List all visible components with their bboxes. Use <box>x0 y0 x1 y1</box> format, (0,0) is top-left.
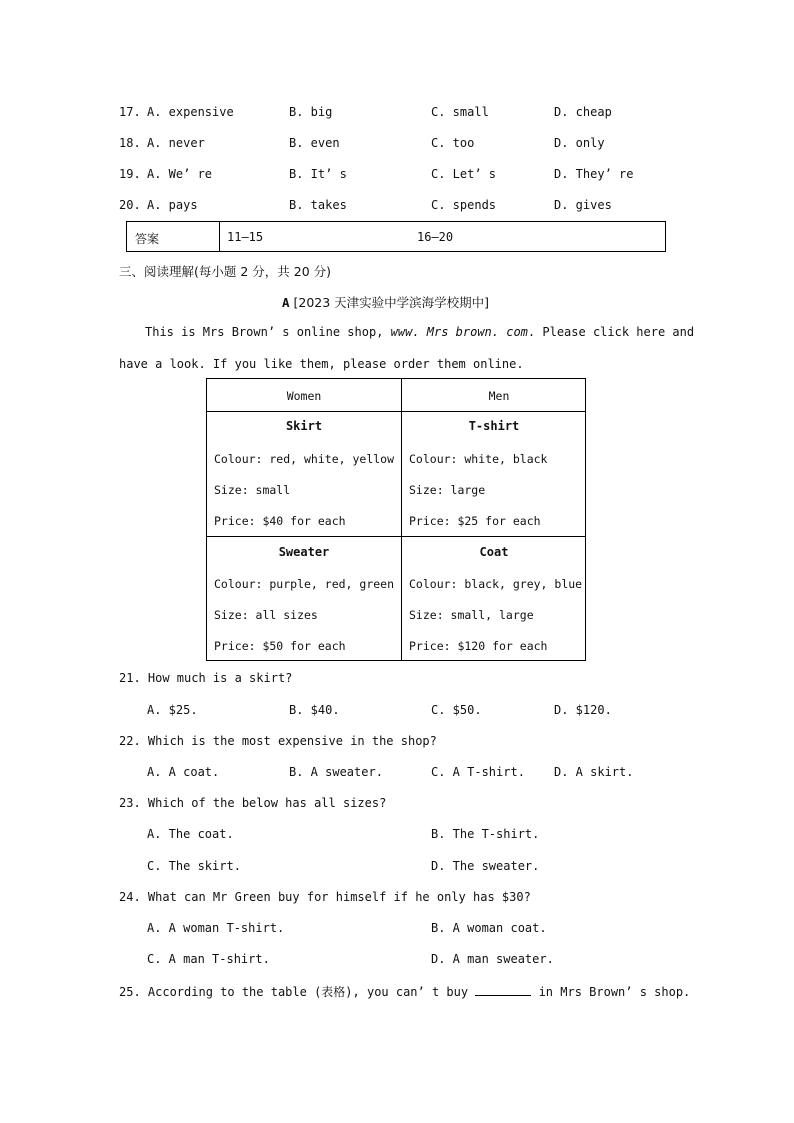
question-24: 24. What can Mr Green buy for himself if he only has $30? <box>119 890 531 904</box>
passage-line-2: have a look. If you like them, please order them online. <box>119 357 524 371</box>
option-d: D. A man sweater. <box>431 952 554 966</box>
cloze-row-19 <box>0 167 794 187</box>
answer-box <box>126 221 666 252</box>
column-header-men: Men <box>488 389 510 403</box>
option-c: C. A T-shirt. <box>431 765 525 779</box>
question-22-options <box>0 765 794 785</box>
option-c: C. The skirt. <box>147 859 241 873</box>
cloze-row-20 <box>0 198 794 218</box>
item-price: Price: $50 for each <box>214 639 346 653</box>
option-d: D. cheap <box>554 105 612 119</box>
table-cell-skirt <box>207 412 401 536</box>
item-size: Size: large <box>409 483 486 497</box>
item-price: Price: $40 for each <box>214 514 346 528</box>
option-b: B. takes <box>289 198 347 212</box>
passage-title <box>282 293 489 311</box>
passage-letter: A <box>282 295 290 310</box>
table-cell-tshirt <box>402 412 596 536</box>
table-cell-coat <box>402 537 596 661</box>
shop-table <box>206 378 586 661</box>
item-price: Price: $120 for each <box>409 639 548 653</box>
option-b: B. It’ s <box>289 167 347 181</box>
item-size: Size: all sizes <box>214 608 318 622</box>
table-cell-sweater <box>207 537 401 661</box>
option-a: A. never <box>147 136 205 150</box>
question-21-options <box>0 703 794 723</box>
option-d: D. A skirt. <box>554 765 634 779</box>
option-b: B. A woman coat. <box>431 921 547 935</box>
question-number: 19. <box>119 167 141 181</box>
question-number: 17. <box>119 105 141 119</box>
question-23-options-cd <box>0 859 794 879</box>
answer-blank[interactable] <box>475 983 531 996</box>
question-24-options-cd <box>0 952 794 972</box>
answer-label: 答案 <box>135 232 160 246</box>
option-d: D. The sweater. <box>431 859 540 873</box>
option-b: B. A sweater. <box>289 765 383 779</box>
option-b: B. even <box>289 136 340 150</box>
option-a: A. A woman T-shirt. <box>147 921 285 935</box>
item-size: Size: small <box>214 483 291 497</box>
question-24-options-ab <box>0 921 794 941</box>
option-c: C. small <box>431 105 489 119</box>
item-colour: Colour: red, white, yellow <box>214 452 395 466</box>
option-d: D. $120. <box>554 703 612 717</box>
item-price: Price: $25 for each <box>409 514 541 528</box>
section-title: 三、阅读理解(每小题 2 分，共 20 分) <box>119 264 332 279</box>
question-25: 25. According to the table (表格), you can’ t buy in Mrs Brown’ s shop. <box>119 985 691 999</box>
question-21: 21. How much is a skirt? <box>119 671 293 685</box>
question-23-options-ab <box>0 827 794 847</box>
option-b: B. $40. <box>289 703 340 717</box>
item-colour: Colour: purple, red, green <box>214 577 395 591</box>
option-a: A. The coat. <box>147 827 234 841</box>
question-number: 20. <box>119 198 141 212</box>
passage-line-1: This is Mrs Brown’ s online shop, www. Mrs brown. com. Please click here and <box>145 325 695 339</box>
option-d: D. only <box>554 136 605 150</box>
option-a: A. A coat. <box>147 765 220 779</box>
option-c: C. Let’ s <box>431 167 497 181</box>
question-number: 18. <box>119 136 141 150</box>
option-a: A. $25. <box>147 703 198 717</box>
answer-range-16-20: 16—20 <box>417 230 454 244</box>
option-d: D. They’ re <box>554 167 634 181</box>
passage-source: [2023 天津实验中学滨海学校期中] <box>293 295 490 310</box>
item-colour: Colour: white, black <box>409 452 548 466</box>
option-b: B. The T-shirt. <box>431 827 540 841</box>
option-c: C. A man T-shirt. <box>147 952 270 966</box>
cloze-row-18 <box>0 136 794 156</box>
item-name: Coat <box>479 545 509 559</box>
option-a: A. pays <box>147 198 198 212</box>
option-c: C. spends <box>431 198 497 212</box>
item-colour: Colour: black, grey, blue <box>409 577 583 591</box>
item-size: Size: small, large <box>409 608 534 622</box>
column-header-women: Women <box>286 389 322 403</box>
shop-url: www. Mrs brown. com <box>390 325 528 339</box>
option-c: C. too <box>431 136 475 150</box>
option-a: A. We’ re <box>147 167 213 181</box>
item-name: T-shirt <box>468 419 520 433</box>
question-23: 23. Which of the below has all sizes? <box>119 796 387 810</box>
item-name: Skirt <box>285 419 323 433</box>
answer-range-11-15: 11—15 <box>227 230 264 244</box>
option-b: B. big <box>289 105 333 119</box>
option-a: A. expensive <box>147 105 234 119</box>
question-22: 22. Which is the most expensive in the shop? <box>119 734 437 748</box>
option-c: C. $50. <box>431 703 482 717</box>
cloze-row-17 <box>0 105 794 125</box>
option-d: D. gives <box>554 198 612 212</box>
item-name: Sweater <box>278 545 330 559</box>
answer-box-divider <box>219 222 220 251</box>
